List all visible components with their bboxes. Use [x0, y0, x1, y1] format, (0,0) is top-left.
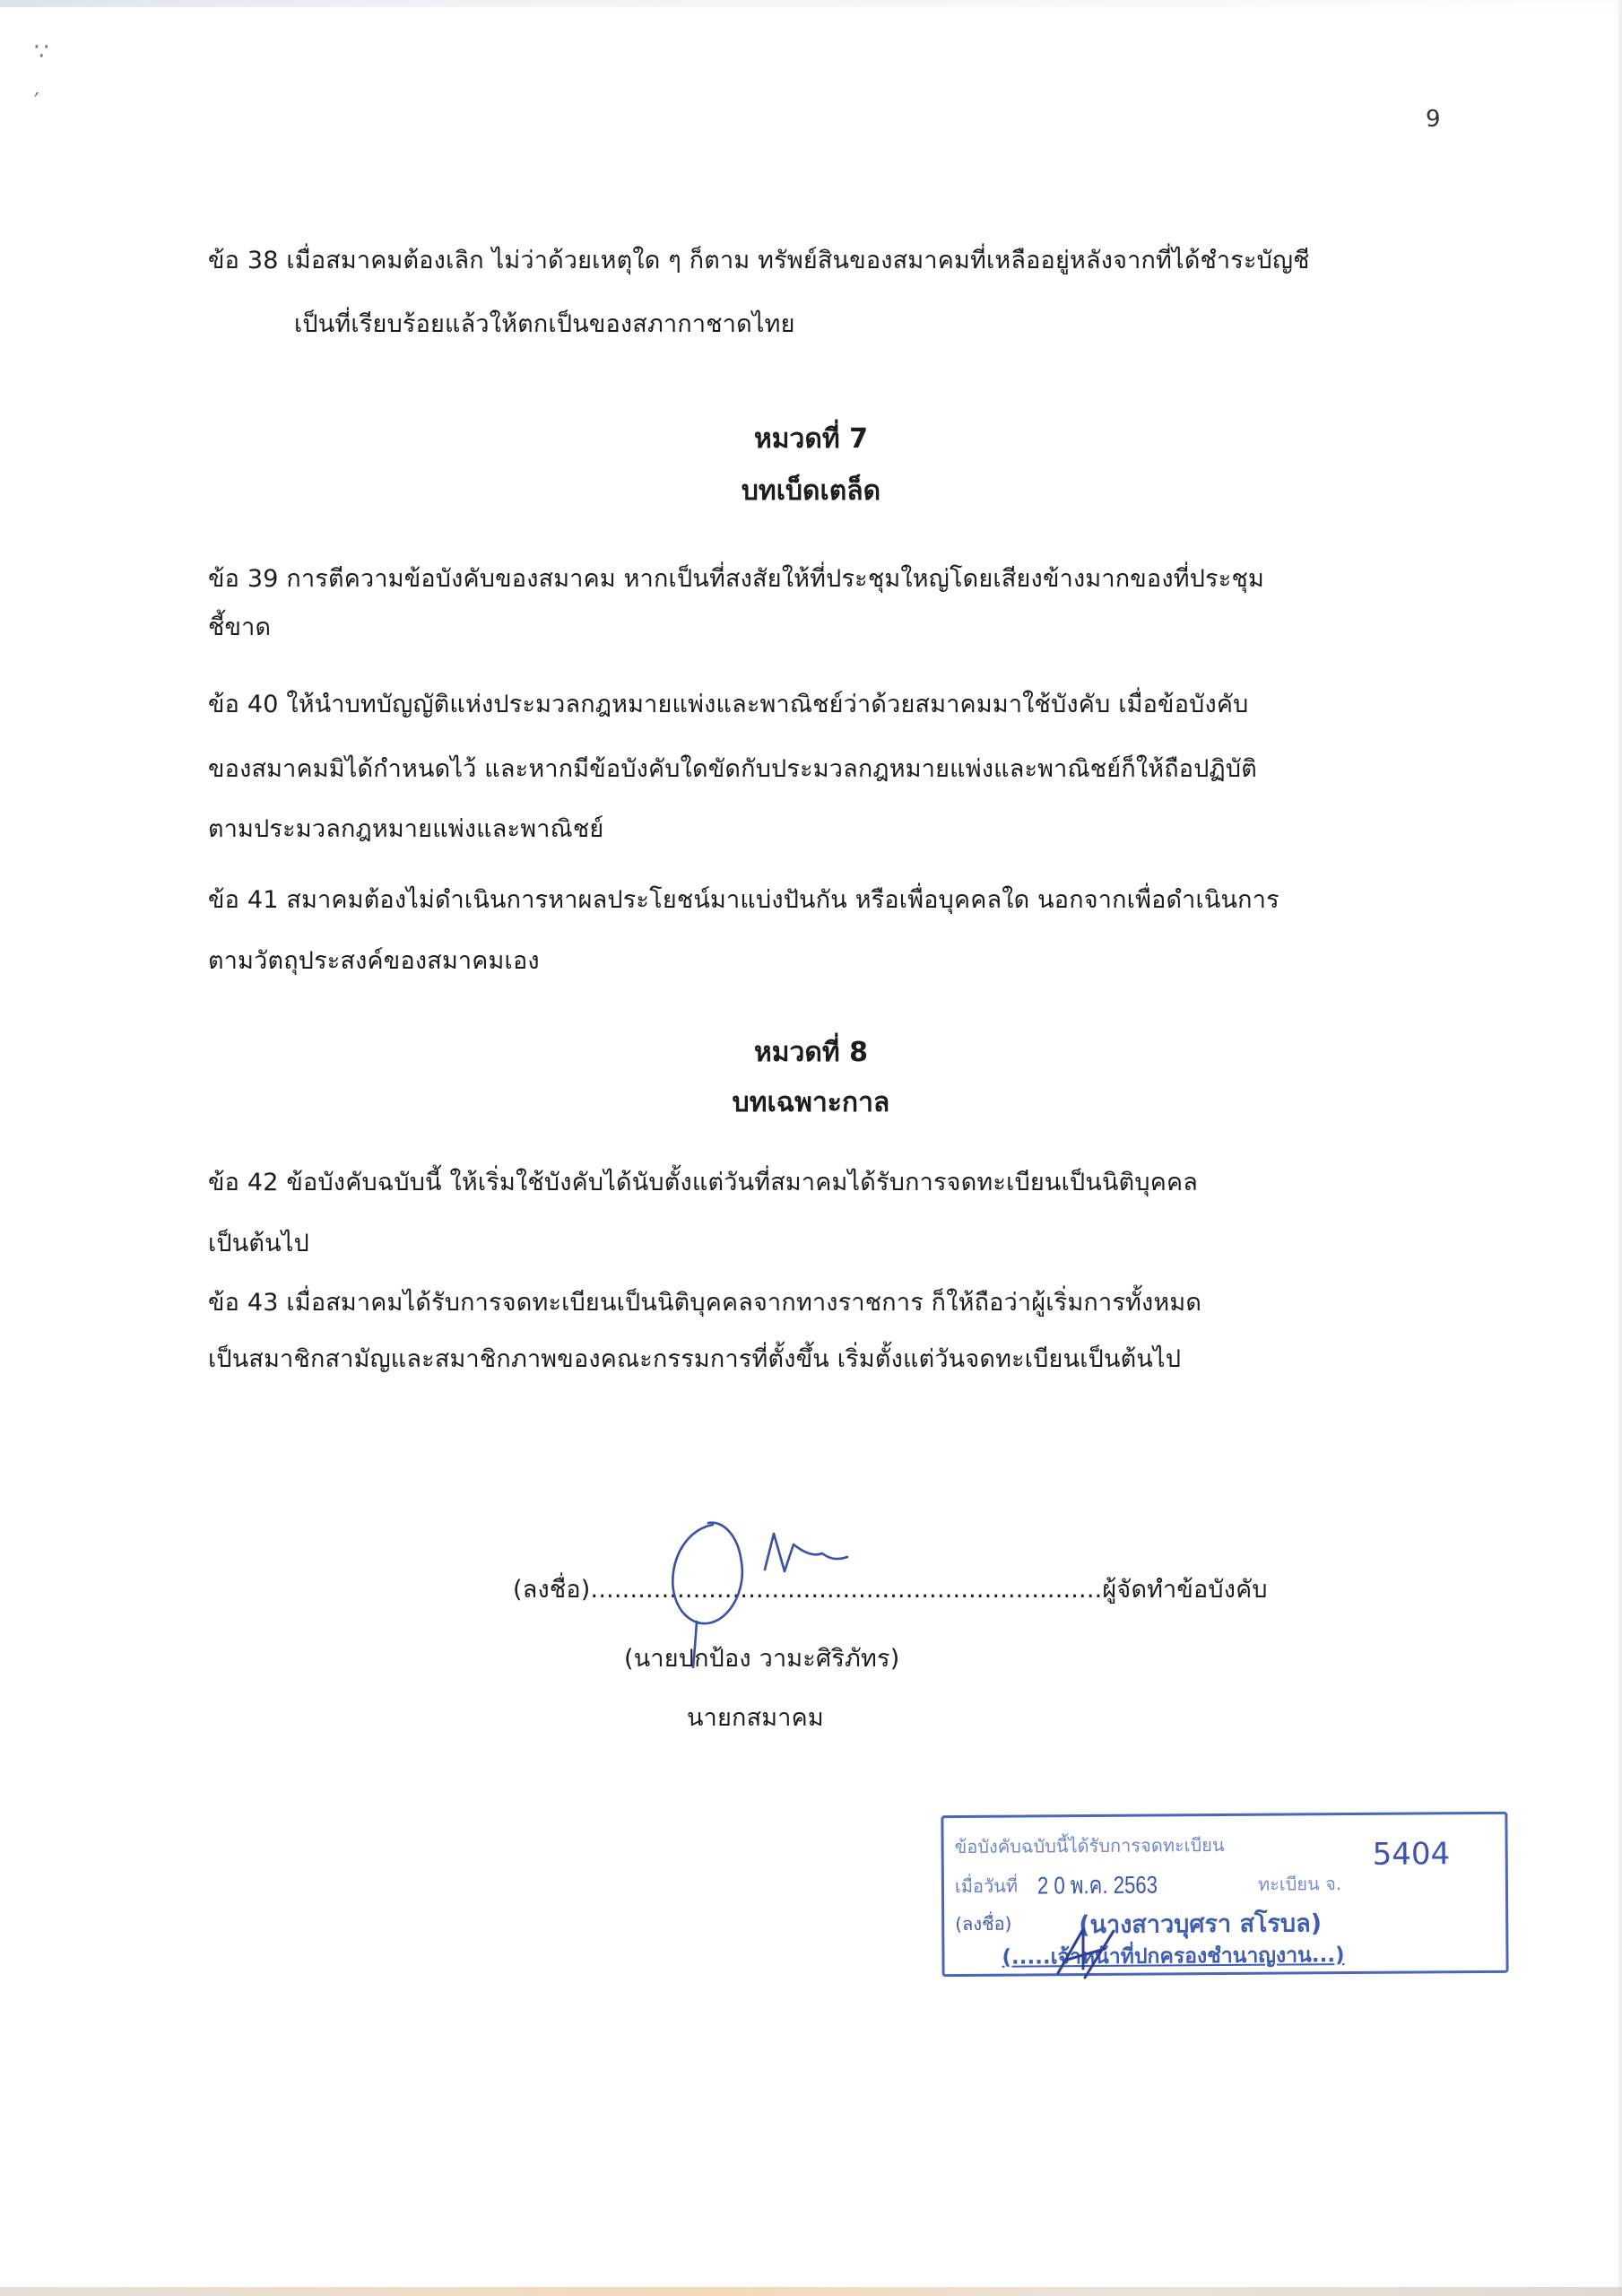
stamp-date-value: 2 0 พ.ค. 2563: [1037, 1871, 1158, 1900]
stamp-officer-name: (นางสาวบุศรา สโรบล): [1079, 1909, 1323, 1940]
stamp-initials-mark: [1049, 1924, 1121, 1987]
stamp-register-number: 5404: [1372, 1836, 1451, 1873]
registration-stamp: [941, 1812, 1508, 1977]
stamp-registration-text: ข้อบังคับฉบับนี้ได้รับการจดทะเบียน: [954, 1834, 1225, 1858]
page-number: 9: [1426, 106, 1441, 133]
section-7-title: หมวดที่ 7: [754, 423, 868, 455]
clause-39-line-1: ข้อ 39 การตีความข้อบังคับของสมาคม หากเป็นที่สงสัยให้ที่ประชุมใหญ่โดยเสียงข้างมากของที่ประชุม: [208, 565, 1264, 593]
stamp-officer-title: (.....เจ้าหน้าที่ปกครองชำนาญงาน...): [1002, 1944, 1345, 1970]
clause-41-line-2: ตามวัตถุประสงค์ของสมาคมเอง: [208, 947, 540, 975]
clause-39-line-2: ชี้ขาด: [208, 613, 272, 641]
signature-line: (ลงชื่อ).................................................................ผู้จัดทำข้อบังคับ: [513, 1576, 1268, 1604]
stamp-sign-label: (ลงชื่อ): [955, 1912, 1012, 1935]
clause-40-line-1: ข้อ 40 ให้นำบทบัญญัติแห่งประมวลกฎหมายแพ่งและพาณิชย์ว่าด้วยสมาคมมาใช้บังคับ เมื่อข้อบังคับ: [208, 691, 1249, 718]
clause-40-line-3: ตามประมวลกฎหมายแพ่งและพาณิชย์: [208, 815, 604, 843]
clause-41-line-1: ข้อ 41 สมาคมต้องไม่ดำเนินการหาผลประโยชน์มาแบ่งปันกัน หรือเพื่อบุคคลใด นอกจากเพื่อดำเนินการ: [208, 886, 1279, 914]
clause-38-line-1: ข้อ 38 เมื่อสมาคมต้องเลิก ไม่ว่าด้วยเหตุใด ๆ ก็ตาม ทรัพย์สินของสมาคมที่เหลืออยู่หลังจากที่ได้ชำระบัญชี: [208, 247, 1310, 274]
stamp-register-label: ทะเบียน จ.: [1257, 1873, 1342, 1895]
margin-scratch-marks: ∵ ′: [34, 39, 49, 116]
scan-edge-right: [1617, 0, 1622, 2296]
signatory-name: (นายปกป้อง วามะศิริภัทร): [624, 1645, 900, 1673]
clause-38-line-2: เป็นที่เรียบร้อยแล้วให้ตกเป็นของสภากาชาดไทย: [294, 310, 795, 338]
section-7-subtitle: บทเบ็ดเตล็ด: [741, 475, 881, 507]
section-8-title: หมวดที่ 8: [754, 1037, 868, 1068]
stamp-date-label: เมื่อวันที่: [954, 1874, 1019, 1898]
clause-43-line-1: ข้อ 43 เมื่อสมาคมได้รับการจดทะเบียนเป็นนิติบุคคลจากทางราชการ ก็ให้ถือว่าผู้เริ่มการทั้งหมด: [208, 1289, 1202, 1317]
scan-edge-bottom: [0, 2287, 1622, 2296]
clause-42-line-1: ข้อ 42 ข้อบังคับฉบับนี้ ให้เริ่มใช้บังคับได้นับตั้งแต่วันที่สมาคมได้รับการจดทะเบียนเป็นนิติบุคคล: [208, 1169, 1199, 1196]
scan-edge-top: [0, 0, 1622, 7]
clause-40-line-2: ของสมาคมมิได้กำหนดไว้ และหากมีข้อบังคับใดขัดกับประมวลกฎหมายแพ่งและพาณิชย์ก็ให้ถือปฏิบัติ: [208, 755, 1257, 783]
section-8-subtitle: บทเฉพาะกาล: [732, 1087, 890, 1118]
clause-42-line-2: เป็นต้นไป: [208, 1230, 309, 1257]
handwritten-signature: [659, 1507, 892, 1668]
clause-43-line-2: เป็นสมาชิกสามัญและสมาชิกภาพของคณะกรรมการที่ตั้งขึ้น เริ่มตั้งแต่วันจดทะเบียนเป็นต้นไป: [208, 1345, 1182, 1373]
signatory-position: นายกสมาคม: [687, 1704, 824, 1732]
